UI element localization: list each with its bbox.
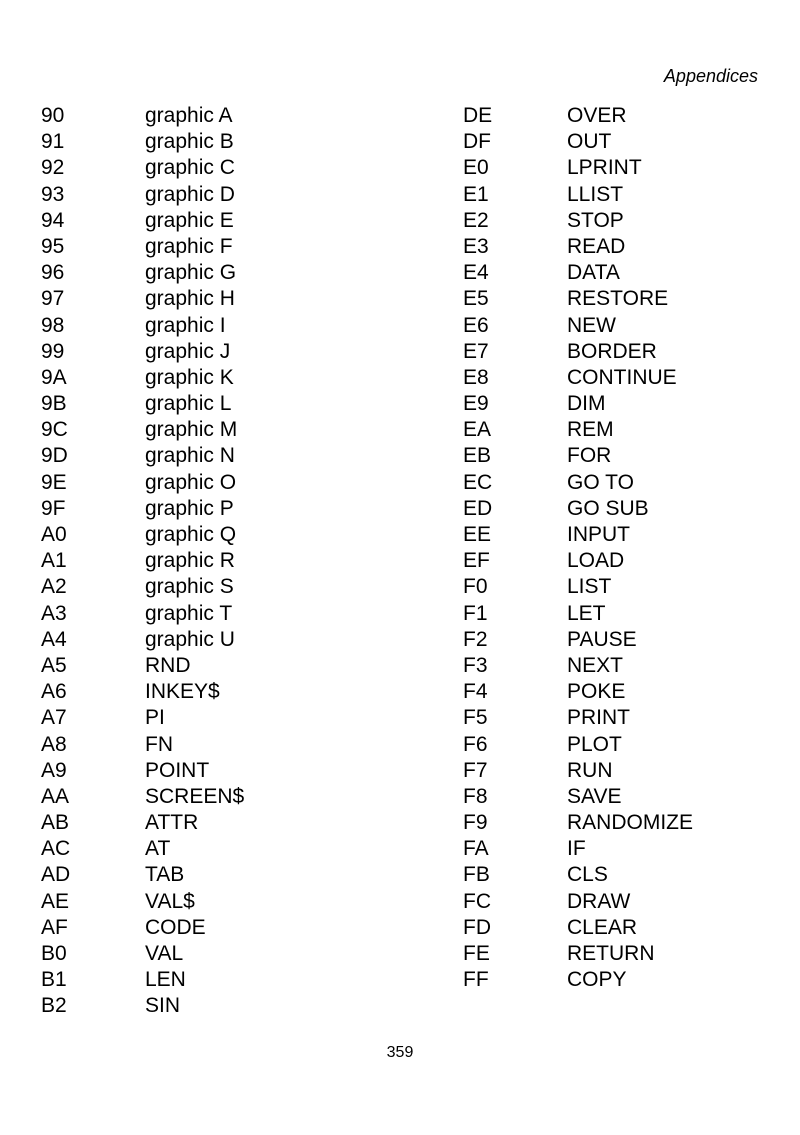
keyword-name: CLEAR — [567, 915, 638, 939]
keyword-name: INPUT — [567, 523, 630, 546]
keyword-name: graphic U — [145, 627, 235, 651]
hex-code: AF — [41, 915, 68, 939]
keyword-name: INKEY$ — [145, 680, 220, 704]
keyword-name: LET — [567, 601, 606, 625]
keyword-name: VAL$ — [145, 889, 195, 913]
hex-code: E1 — [463, 182, 489, 206]
hex-code: A5 — [41, 653, 67, 677]
hex-code: A7 — [41, 706, 67, 730]
keyword-name: LPRINT — [567, 156, 642, 180]
keyword-name: DRAW — [567, 889, 631, 913]
keyword-name: RND — [145, 653, 191, 677]
keyword-name: graphic B — [145, 130, 234, 154]
hex-code: B1 — [41, 968, 67, 992]
keyword-name: POKE — [567, 680, 626, 704]
hex-code: 96 — [41, 261, 65, 285]
hex-code: 9E — [41, 470, 67, 494]
keyword-name: CONTINUE — [567, 365, 677, 389]
keyword-name: graphic T — [145, 601, 233, 625]
keyword-name: FOR — [567, 444, 612, 468]
keyword-name: RUN — [567, 758, 613, 782]
hex-code: F9 — [463, 811, 488, 835]
hex-code: A1 — [41, 549, 67, 573]
hex-code: F3 — [463, 653, 488, 677]
keyword-name: VAL — [145, 942, 184, 965]
keyword-name: NEXT — [567, 653, 624, 677]
keyword-name: GO TO — [567, 470, 634, 494]
keyword-name: graphic L — [145, 392, 232, 416]
keyword-name: CLS — [567, 863, 608, 887]
keyword-name: graphic N — [145, 444, 235, 468]
keyword-name: graphic F — [145, 234, 233, 258]
keyword-name: graphic E — [145, 208, 234, 232]
keyword-name: graphic P — [145, 496, 234, 520]
hex-code: 9D — [41, 444, 68, 468]
keyword-name: graphic S — [145, 575, 234, 599]
hex-code: E3 — [463, 234, 489, 258]
hex-code: 94 — [41, 208, 65, 232]
keyword-name: PI — [145, 706, 165, 730]
hex-code: A8 — [41, 732, 67, 756]
hex-code: 9B — [41, 392, 67, 416]
keyword-name: LIST — [567, 575, 612, 599]
keyword-name: PAUSE — [567, 627, 637, 651]
keyword-name: LEN — [145, 968, 186, 992]
hex-code: B2 — [41, 994, 67, 1018]
keyword-name: FN — [145, 732, 173, 756]
hex-code: 93 — [41, 182, 65, 206]
hex-code: 98 — [41, 313, 65, 337]
keyword-name: POINT — [145, 758, 210, 782]
keyword-name: graphic G — [145, 261, 237, 285]
hex-code: FA — [463, 837, 489, 861]
hex-code: ED — [463, 496, 493, 520]
hex-code: F6 — [463, 732, 488, 756]
keyword-name: RANDOMIZE — [567, 811, 693, 835]
keyword-name: DATA — [567, 261, 620, 285]
hex-code: EB — [463, 444, 492, 468]
keyword-name: graphic M — [145, 418, 238, 442]
keyword-name: OVER — [567, 104, 627, 127]
keyword-name: graphic R — [145, 549, 235, 573]
hex-code: FC — [463, 889, 491, 913]
keyword-name: graphic J — [145, 339, 231, 363]
keyword-name: SCREEN$ — [145, 784, 245, 808]
keyword-name: graphic I — [145, 313, 226, 337]
keyword-name: NEW — [567, 313, 616, 337]
hex-code: A0 — [41, 523, 67, 546]
hex-code: E5 — [463, 287, 489, 311]
hex-code: E7 — [463, 339, 489, 363]
hex-code: F1 — [463, 601, 488, 625]
hex-code: F2 — [463, 627, 488, 651]
hex-code: A9 — [41, 758, 67, 782]
section-header: Appendices — [663, 66, 758, 86]
hex-code: E8 — [463, 365, 489, 389]
keyword-name: PRINT — [567, 706, 630, 730]
hex-code: EE — [463, 523, 492, 546]
keyword-name: STOP — [567, 208, 624, 232]
hex-code: 97 — [41, 287, 65, 311]
keyword-name: PLOT — [567, 732, 622, 756]
keyword-name: RETURN — [567, 942, 655, 965]
hex-code: 95 — [41, 234, 65, 258]
hex-code: FF — [463, 968, 489, 992]
hex-code: 92 — [41, 156, 65, 180]
hex-code: DF — [463, 130, 491, 154]
hex-code: E9 — [463, 392, 489, 416]
keyword-name: SIN — [145, 994, 181, 1018]
keyword-name: CODE — [145, 915, 206, 939]
hex-code: FD — [463, 915, 491, 939]
hex-code: F7 — [463, 758, 488, 782]
keyword-name: REM — [567, 418, 614, 442]
hex-code: DE — [463, 104, 493, 127]
keyword-name: graphic H — [145, 287, 235, 311]
hex-code: EA — [463, 418, 492, 442]
keyword-name: IF — [567, 837, 586, 861]
hex-code: E6 — [463, 313, 489, 337]
hex-code: AD — [41, 863, 71, 887]
hex-code: AB — [41, 811, 70, 835]
hex-code: 90 — [41, 104, 65, 127]
keyword-name: RESTORE — [567, 287, 669, 311]
keyword-name: ATTR — [145, 811, 199, 835]
keyword-name: READ — [567, 234, 626, 258]
hex-code: F8 — [463, 784, 488, 808]
keyword-name: TAB — [145, 863, 185, 887]
hex-code: FB — [463, 863, 490, 887]
hex-code: E0 — [463, 156, 489, 180]
hex-code: FE — [463, 942, 490, 965]
hex-code: AA — [41, 784, 70, 808]
hex-code: A2 — [41, 575, 67, 599]
keyword-name: AT — [145, 837, 171, 861]
hex-code: F5 — [463, 706, 488, 730]
keyword-name: graphic A — [145, 104, 233, 127]
hex-code: AC — [41, 837, 71, 861]
hex-code: F4 — [463, 680, 488, 704]
keyword-name: graphic C — [145, 156, 235, 180]
hex-code: 9F — [41, 496, 66, 520]
keyword-name: graphic D — [145, 182, 235, 206]
hex-code: AE — [41, 889, 70, 913]
hex-code: B0 — [41, 942, 67, 965]
keyword-name: graphic Q — [145, 523, 237, 546]
hex-code: A4 — [41, 627, 67, 651]
keyword-name: OUT — [567, 130, 612, 154]
hex-code: A6 — [41, 680, 67, 704]
keyword-name: graphic O — [145, 470, 237, 494]
hex-code: 9C — [41, 418, 68, 442]
keyword-name: GO SUB — [567, 496, 649, 520]
hex-code: F0 — [463, 575, 488, 599]
hex-code: EC — [463, 470, 493, 494]
keyword-name: graphic K — [145, 365, 234, 389]
hex-code: E2 — [463, 208, 489, 232]
keyword-name: LLIST — [567, 182, 624, 206]
page-number: 359 — [386, 1044, 414, 1061]
hex-code: 91 — [41, 130, 65, 154]
keyword-name: SAVE — [567, 784, 622, 808]
keyword-name: BORDER — [567, 339, 657, 363]
keyword-name: DIM — [567, 392, 606, 416]
hex-code: 99 — [41, 339, 65, 363]
keyword-name: COPY — [567, 968, 627, 992]
hex-code: 9A — [41, 365, 67, 389]
hex-code: E4 — [463, 261, 489, 285]
keyword-name: LOAD — [567, 549, 625, 573]
hex-code: A3 — [41, 601, 67, 625]
hex-code: EF — [463, 549, 490, 573]
